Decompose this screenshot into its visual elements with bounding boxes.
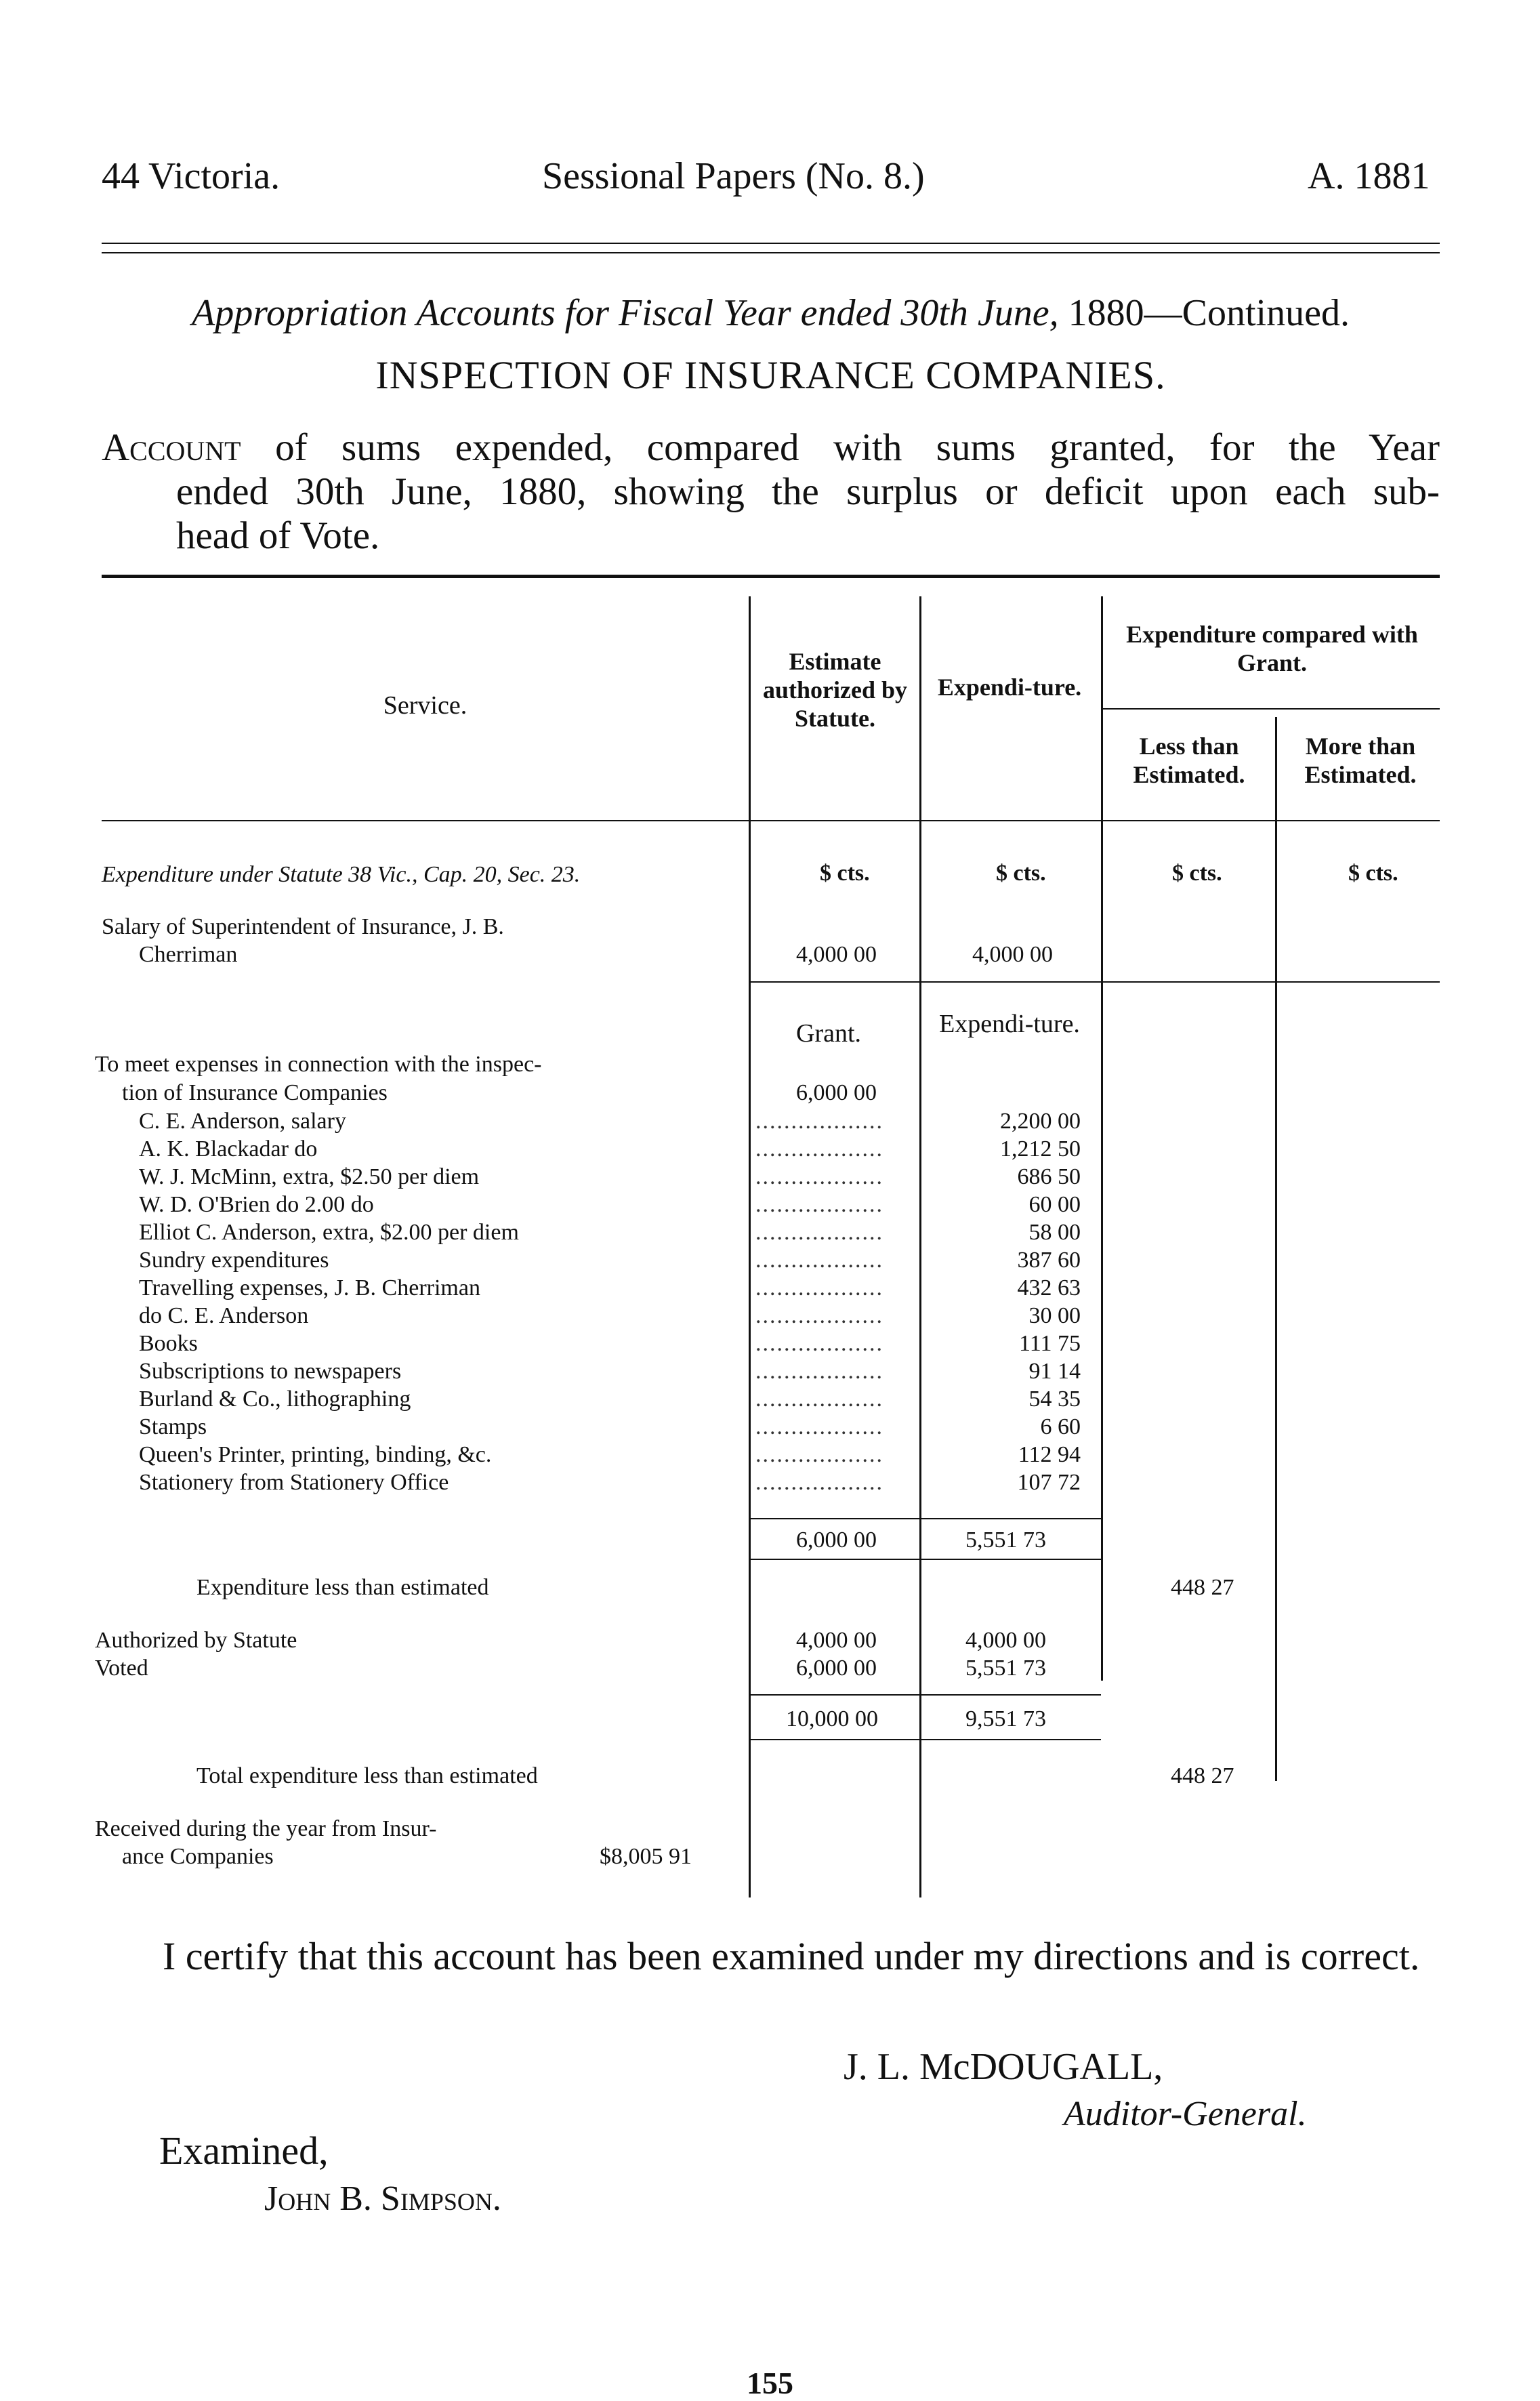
col-divider-4	[1275, 717, 1277, 1781]
col-divider-1	[749, 596, 751, 1897]
authorized-label: Authorized by Statute	[95, 1628, 297, 1653]
header-center: Sessional Papers (No. 8.)	[542, 155, 925, 197]
account-line-2: ended 30th June, 1880, showing the surplus or deficit upon each sub-	[176, 470, 1440, 513]
account-line-1: Account of sums expended, compared with sums granted, for the Year	[102, 426, 1440, 469]
subtotal-grant: 6,000 00	[796, 1527, 877, 1553]
table-top-rule	[102, 575, 1440, 578]
expense-item-amount: 30 00	[1028, 1303, 1081, 1328]
total-expenditure: 9,551 73	[965, 1706, 1046, 1731]
authorized-estimate: 4,000 00	[796, 1628, 877, 1653]
total-less-label: Total expenditure less than estimated	[196, 1763, 538, 1788]
account-line-3: head of Vote.	[176, 514, 380, 557]
subtotal-rule-bottom	[749, 1559, 1101, 1560]
expense-item-label: Books	[139, 1331, 198, 1356]
signature-name: J. L. McDOUGALL,	[844, 2046, 1163, 2088]
grant-label: Grant.	[796, 1019, 862, 1048]
salary-expenditure: 4,000 00	[972, 942, 1053, 967]
currency-expenditure: $ cts.	[996, 861, 1046, 886]
expense-item-amount: 1,212 50	[1000, 1136, 1081, 1162]
meet-expenses-line-2: tion of Insurance Companies	[122, 1080, 388, 1105]
leader-dots: ..................	[755, 1442, 883, 1467]
page-number: 155	[747, 2366, 793, 2400]
col-divider-2	[919, 596, 921, 1897]
expense-item-amount: 60 00	[1028, 1192, 1081, 1217]
leader-dots: ..................	[755, 1331, 883, 1356]
voted-estimate: 6,000 00	[796, 1656, 877, 1681]
expense-item-label: Stamps	[139, 1414, 207, 1439]
salary-label-line-2: Cherriman	[139, 942, 238, 967]
expense-item-amount: 111 75	[1019, 1331, 1081, 1356]
expense-item-amount: 432 63	[1017, 1275, 1081, 1300]
examined-label: Examined,	[159, 2129, 329, 2173]
expense-item-label: W. J. McMinn, extra, $2.50 per diem	[139, 1164, 480, 1189]
expense-item-amount: 54 35	[1028, 1387, 1081, 1412]
currency-less: $ cts.	[1172, 861, 1222, 886]
expense-item-amount: 6 60	[1040, 1414, 1081, 1439]
expense-item-amount: 107 72	[1017, 1470, 1081, 1495]
total-rule-bottom	[749, 1739, 1101, 1740]
col-header-expenditure: Expendi-ture.	[937, 674, 1082, 701]
statute-heading: Expenditure under Statute 38 Vic., Cap. 20, Sec. 23.	[102, 862, 581, 887]
leader-dots: ..................	[755, 1414, 883, 1439]
less-amount: 448 27	[1171, 1575, 1234, 1600]
compared-divider	[1101, 708, 1440, 710]
expense-item-label: Subscriptions to newspapers	[139, 1359, 402, 1384]
header-rule-2	[102, 252, 1440, 253]
leader-dots: ..................	[755, 1275, 883, 1300]
subtotal-expenditure: 5,551 73	[965, 1527, 1046, 1553]
authorized-expenditure: 4,000 00	[965, 1628, 1046, 1653]
account-description	[102, 426, 1440, 558]
header-bottom-rule	[102, 820, 1440, 821]
salary-label-line-1: Salary of Superintendent of Insurance, J. B.	[102, 914, 504, 939]
received-amount: $8,005 91	[600, 1844, 692, 1869]
signature-title: Auditor-General.	[1064, 2095, 1307, 2133]
col-header-compared: Expenditure compared with Grant.	[1126, 621, 1418, 676]
expense-item-label: A. K. Blackadar do	[139, 1136, 318, 1162]
currency-more: $ cts.	[1348, 861, 1398, 886]
meet-expenses-line-1: To meet expenses in connection with the inspec-	[95, 1052, 542, 1077]
account-lead: Account	[102, 426, 241, 469]
leader-dots: ..................	[755, 1359, 883, 1384]
subtotal-rule	[749, 1518, 1101, 1519]
expense-item-label: W. D. O'Brien do 2.00 do	[139, 1192, 374, 1217]
appropriation-title	[102, 291, 1440, 335]
appropriation-title-italic: Appropriation Accounts for Fiscal Year ended 30th June,	[192, 292, 1059, 334]
expense-item-label: C. E. Anderson, salary	[139, 1109, 346, 1134]
expense-item-amount: 58 00	[1028, 1220, 1081, 1245]
expense-item-label: Sundry expenditures	[139, 1248, 329, 1273]
received-label-line-1: Received during the year from Insur-	[95, 1816, 437, 1841]
expense-item-amount: 91 14	[1028, 1359, 1081, 1384]
voted-expenditure: 5,551 73	[965, 1656, 1046, 1681]
expense-item-label: Elliot C. Anderson, extra, $2.00 per diem	[139, 1220, 519, 1245]
expense-item-amount: 387 60	[1017, 1248, 1081, 1273]
expense-item-label: Travelling expenses, J. B. Cherriman	[139, 1275, 480, 1300]
total-estimate: 10,000 00	[786, 1706, 878, 1731]
leader-dots: ..................	[755, 1470, 883, 1495]
certification-text: I certify that this account has been examined under my directions and is correct.	[163, 1934, 1420, 1978]
col-header-estimate: Estimate authorized by Statute.	[762, 648, 907, 732]
expense-item-amount: 686 50	[1017, 1164, 1081, 1189]
leader-dots: ..................	[755, 1192, 883, 1217]
leader-dots: ..................	[755, 1109, 883, 1134]
voted-label: Voted	[95, 1656, 148, 1681]
col-header-service: Service.	[383, 691, 467, 720]
expense-item-label: do C. E. Anderson	[139, 1303, 309, 1328]
salary-estimate: 4,000 00	[796, 942, 877, 967]
leader-dots: ..................	[755, 1248, 883, 1273]
expense-item-amount: 2,200 00	[1000, 1109, 1081, 1134]
total-less-amount: 448 27	[1171, 1763, 1234, 1788]
expense-item-label: Stationery from Stationery Office	[139, 1470, 449, 1495]
expenditure-sub-label: Expendi-ture.	[939, 1010, 1080, 1038]
leader-dots: ..................	[755, 1303, 883, 1328]
header-right: A. 1881	[1308, 155, 1430, 197]
leader-dots: ..................	[755, 1164, 883, 1189]
expense-item-label: Queen's Printer, printing, binding, &c.	[139, 1442, 492, 1467]
header-rule	[102, 243, 1440, 244]
expense-item-amount: 112 94	[1018, 1442, 1081, 1467]
grant-amount: 6,000 00	[796, 1080, 877, 1105]
currency-estimate: $ cts.	[820, 861, 870, 886]
received-label-line-2: ance Companies	[122, 1844, 274, 1869]
header-left: 44 Victoria.	[102, 155, 280, 197]
leader-dots: ..................	[755, 1136, 883, 1162]
col-header-less: Less than Estimated.	[1133, 733, 1245, 788]
examiner-name: John B. Simpson.	[264, 2179, 501, 2218]
col-divider-3	[1101, 596, 1103, 1681]
salary-row-rule	[749, 981, 1440, 983]
appropriation-title-year: 1880—Continued.	[1068, 292, 1350, 334]
expense-item-label: Burland & Co., lithographing	[139, 1387, 411, 1412]
less-label: Expenditure less than estimated	[196, 1575, 489, 1600]
total-rule	[749, 1694, 1101, 1696]
leader-dots: ..................	[755, 1220, 883, 1245]
col-header-more: More than Estimated.	[1304, 733, 1417, 788]
section-title: INSPECTION OF INSURANCE COMPANIES.	[375, 353, 1166, 397]
leader-dots: ..................	[755, 1387, 883, 1412]
